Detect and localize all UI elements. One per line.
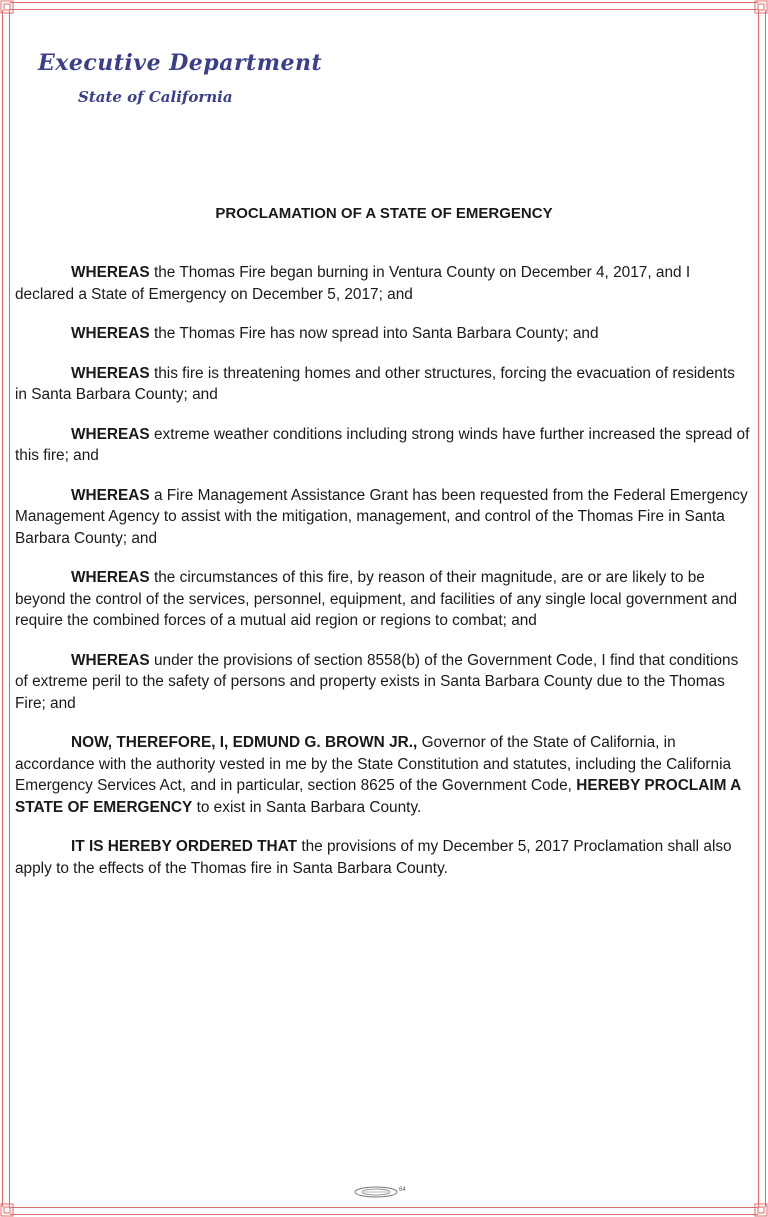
letterhead-subtitle: State of California: [78, 88, 233, 106]
corner-ornament-icon: [0, 1203, 14, 1217]
paragraph-text: the provisions of my December 5, 2017 Proclamation shall also apply to the effects of the Thomas fire in Santa Barbara County.: [15, 838, 732, 877]
paragraph-lead: WHEREAS: [71, 651, 150, 669]
union-bug-icon: [354, 1186, 398, 1198]
paragraph-lead: WHEREAS: [71, 425, 150, 443]
whereas-paragraph: [15, 567, 750, 632]
paragraph-text: a Fire Management Assistance Grant has been requested from the Federal Emergency Management Agency to assist with the mitigation, management, and control of the Thomas Fire in Santa Barbara County; and: [15, 486, 748, 547]
border-right: [758, 10, 766, 1207]
paragraph-text: this fire is threatening homes and other structures, forcing the evacuation of residents in Santa Barbara County; and: [15, 364, 735, 403]
letterhead-title: Executive Department: [38, 50, 323, 76]
document-body: [15, 262, 750, 897]
border-top: [10, 2, 758, 10]
paragraph-lead: WHEREAS: [71, 486, 150, 504]
whereas-paragraph: [15, 424, 750, 467]
paragraph-text: the Thomas Fire began burning in Ventura County on December 4, 2017, and I declared a State of Emergency on December 5, 2017; and: [15, 264, 691, 303]
whereas-paragraph: [15, 363, 750, 406]
paragraph-lead: WHEREAS: [71, 569, 150, 586]
border-bottom: [10, 1207, 758, 1215]
whereas-paragraph: [15, 323, 750, 345]
paragraph-tail: to exist in Santa Barbara County.: [192, 798, 422, 816]
printer-code: 64: [399, 1187, 406, 1193]
paragraph-text: the circumstances of this fire, by reason of their magnitude, are or are likely to be beyond the control of the services, personnel, equipment, and facilities of any single local government and require the combined forces of a mutual aid region or regions to combat; and: [15, 569, 738, 629]
now-therefore-paragraph: [15, 732, 750, 818]
paragraph-lead: IT IS HEREBY ORDERED THAT: [71, 838, 298, 855]
paragraph-lead: NOW, THEREFORE, I, EDMUND G. BROWN JR.,: [71, 734, 418, 751]
document-title: PROCLAMATION OF A STATE OF EMERGENCY: [215, 205, 553, 222]
corner-ornament-icon: [754, 0, 768, 14]
corner-ornament-icon: [754, 1203, 768, 1217]
ordered-paragraph: [15, 836, 750, 879]
proclamation-statement: HEREBY PROCLAIM A STATE OF EMERGENCY: [15, 777, 741, 816]
whereas-paragraph: [15, 485, 750, 550]
border-left: [2, 10, 10, 1207]
paragraph-text: Governor of the State of California, in accordance with the authority vested in me by the State Constitution and statutes, including the California Emergency Services Act, and in particular, section 8625 of the Government Code,: [15, 734, 732, 794]
paragraph-text: under the provisions of section 8558(b) of the Government Code, I find that conditions of extreme peril to the safety of persons and property exists in Santa Barbara County due to the Thomas Fire; and: [15, 651, 739, 712]
paragraph-lead: WHEREAS: [71, 325, 150, 342]
paragraph-lead: WHEREAS: [71, 264, 150, 281]
paragraph-lead: WHEREAS: [71, 364, 150, 382]
corner-ornament-icon: [0, 0, 14, 14]
paragraph-text: extreme weather conditions including strong winds have further increased the spread of this fire; and: [15, 425, 750, 464]
whereas-paragraph: [15, 650, 750, 715]
whereas-paragraph: [15, 262, 750, 305]
paragraph-text: the Thomas Fire has now spread into Santa Barbara County; and: [149, 325, 599, 342]
